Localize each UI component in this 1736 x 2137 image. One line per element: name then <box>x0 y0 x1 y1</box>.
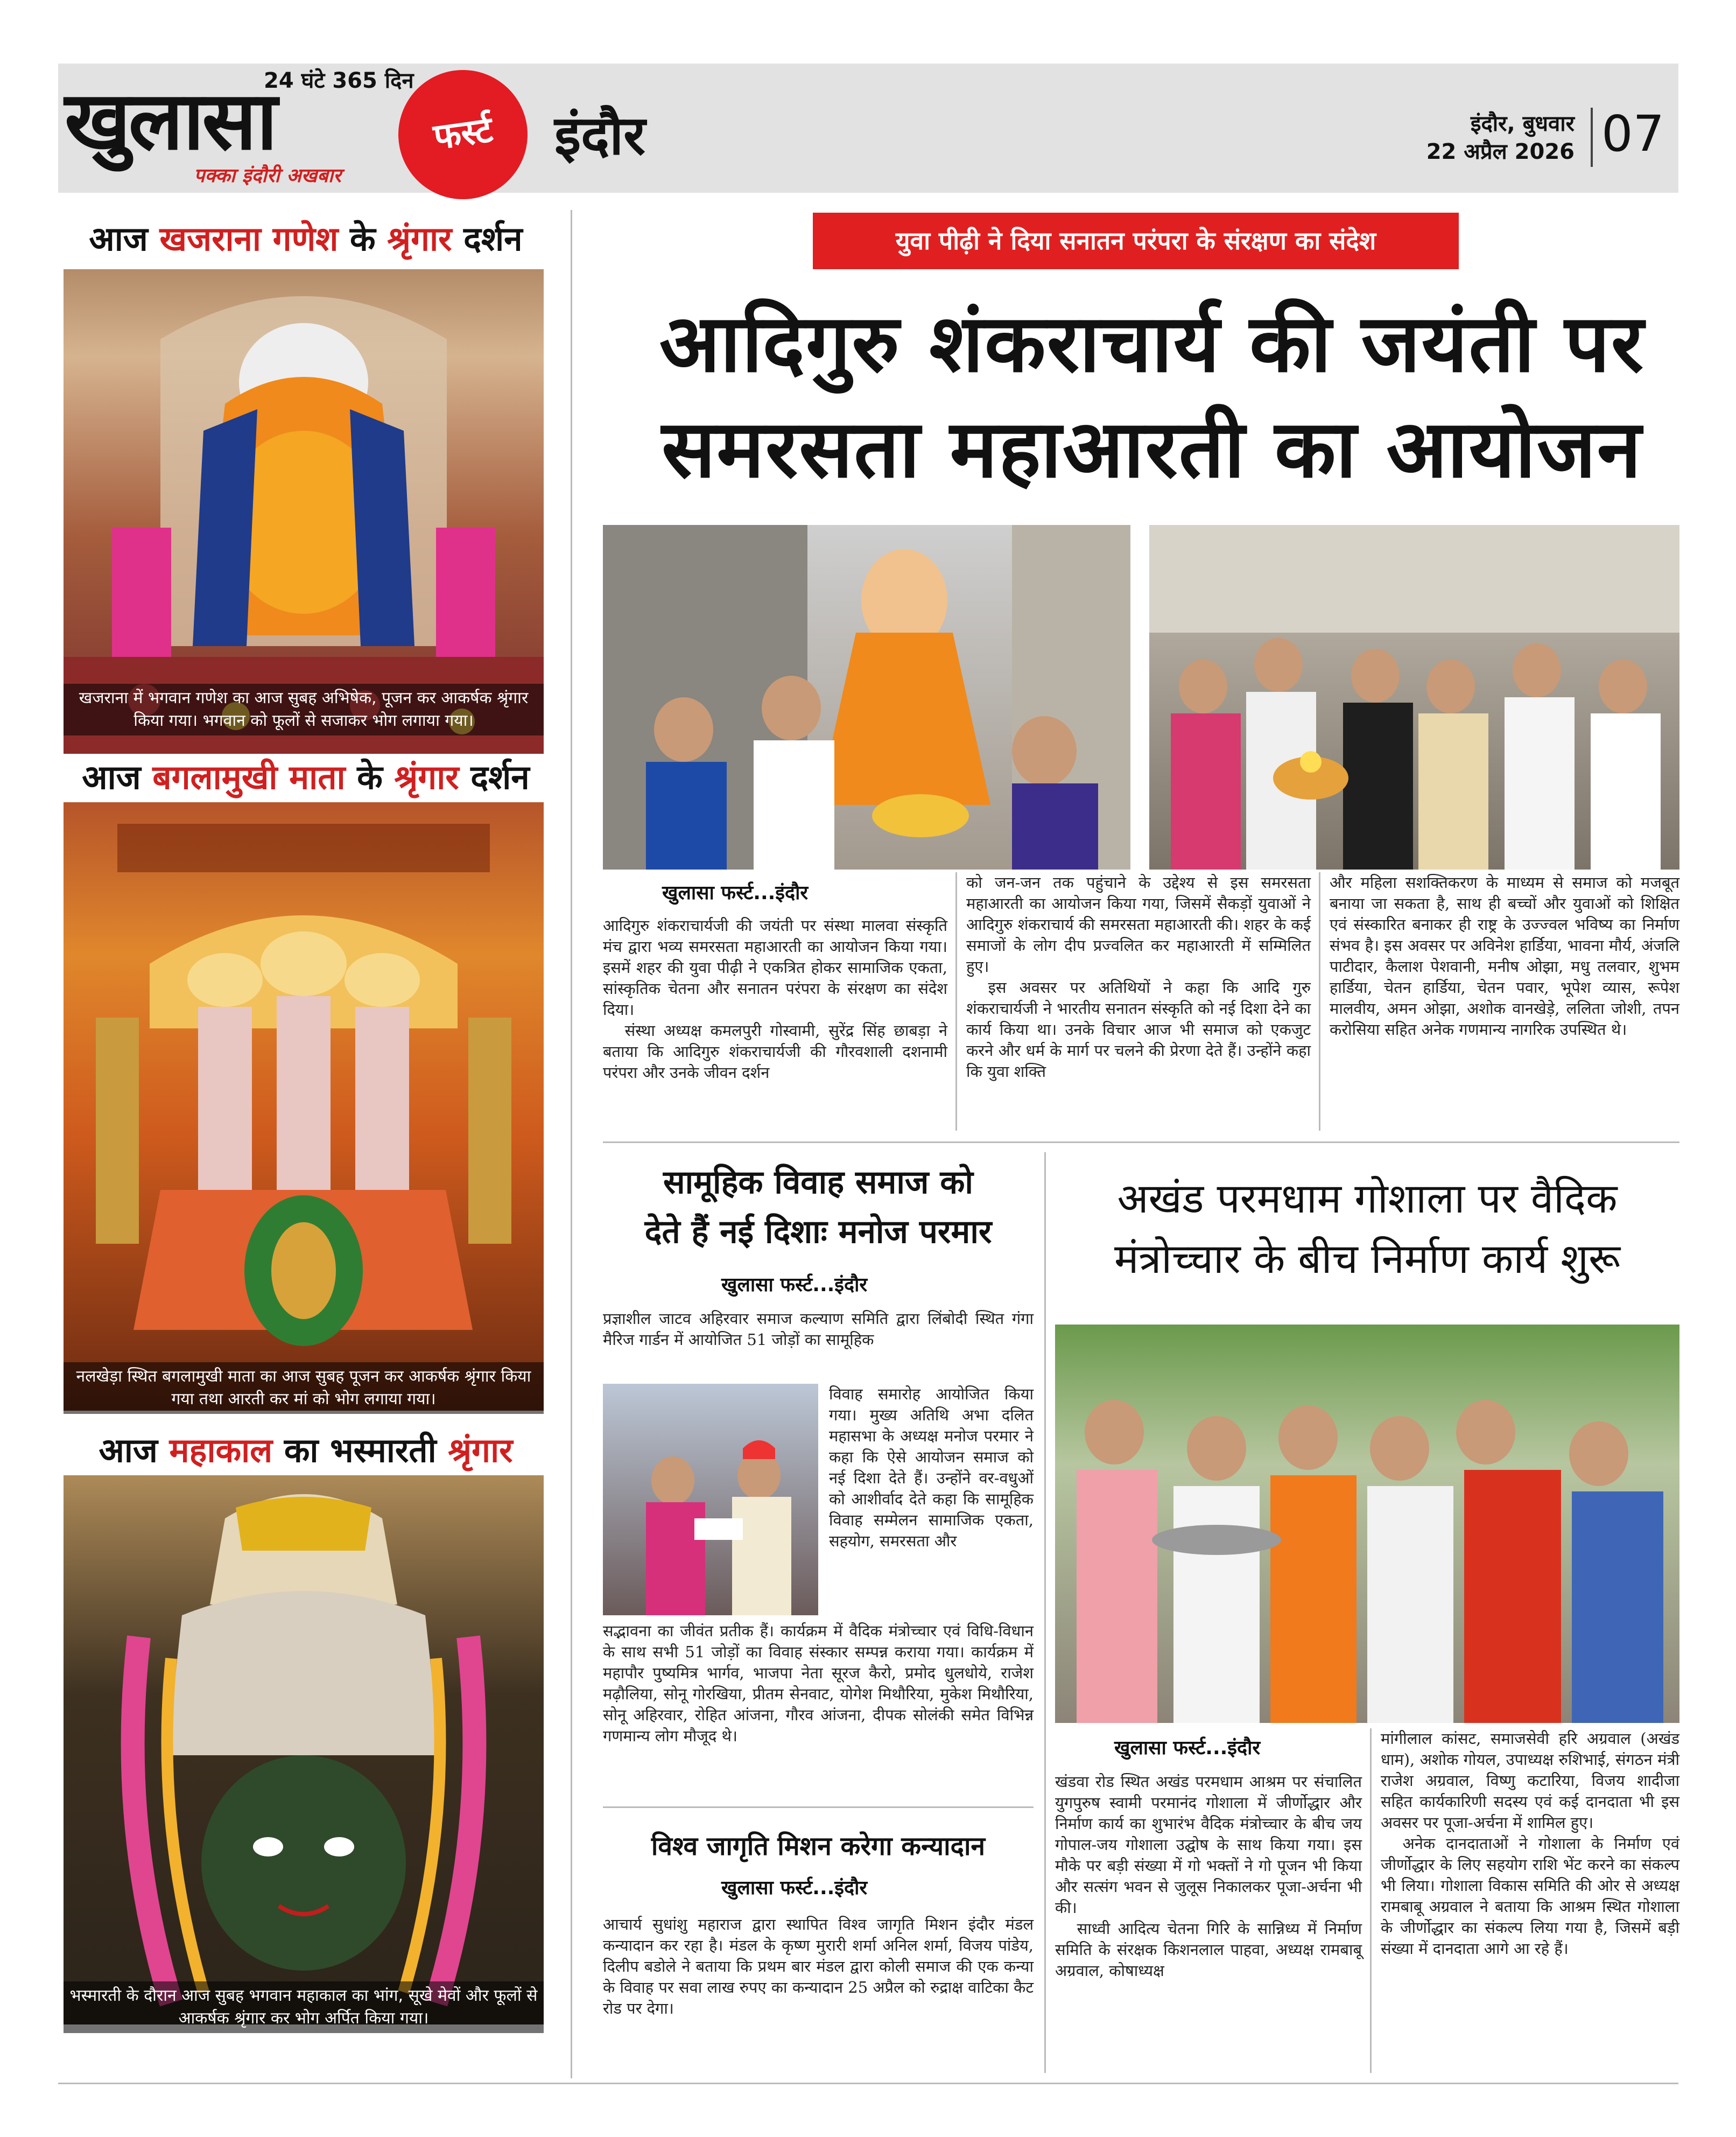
brand-subtitle: पक्का इंदौरी अखबार <box>194 165 341 187</box>
page-number-divider <box>1591 108 1593 167</box>
edition-city: इंदौर <box>554 104 645 167</box>
title-highlight: श्रृंगार <box>448 1431 513 1470</box>
goshala-article-col1 <box>1055 1771 1362 1981</box>
khajrana-idol-illustration <box>64 269 544 754</box>
vivah-photo <box>603 1384 818 1615</box>
khajrana-title <box>64 215 548 261</box>
paragraph: साध्वी आदित्य चेतना गिरि के सान्निध्य में निर्माण समिति के संरक्षक किशनलाल पाहवा, अध्यक्ष रामबाबू अग्रवाल, कोषाध्यक्ष <box>1055 1919 1362 1980</box>
title-highlight: महाकाल <box>169 1431 273 1470</box>
section-rule <box>603 1141 1679 1143</box>
goshala-headline <box>1055 1168 1679 1289</box>
vivah-headline-line2: देते हैं नई दिशाः मनोज परमार <box>644 1213 992 1251</box>
brand-name: खुलासा <box>65 74 276 168</box>
date-day: इंदौर, बुधवार <box>1470 111 1575 136</box>
paragraph: को जन-जन तक पहुंचाने के उद्देश्य से इस समरसता महाआरती का आयोजन किया गया, जिसमें सैकड़ों युवाओं ने आदिगुरु शंकराचार्य की समरसता महाआरती की। शहर के कई समाजों के लोग दीप प्रज्वलित कर महाआरती में सम्मिलित हुए। <box>966 873 1311 976</box>
mahakal-caption: भस्मारती के दौरान आज सुबह भगवान महाकाल का भांग, सूखे मेवों और फूलों से आकर्षक श्रृंगार कर भोग अर्पित किया गया। <box>64 1981 544 2033</box>
main-article-col2 <box>966 872 1311 1082</box>
column-rule <box>955 872 957 1131</box>
vivah-headline-line1: सामूहिक विवाह समाज को <box>663 1164 973 1201</box>
mahakal-photo <box>64 1475 544 2024</box>
main-kicker: युवा पीढ़ी ने दिया सनातन परंपरा के संरक्षण का संदेश <box>813 213 1459 269</box>
vivah-rest-text: सद्भावना का जीवंत प्रतीक हैं। कार्यक्रम में वैदिक मंत्रोच्चार एवं विधि-विधान के साथ सभी 51 जोड़ों का विवाह संस्कार सम्पन्न कराया गया। कार्यक्रम में महापौर पुष्यमित्र भार्गव, भाजपा नेता सूरज कैरो, प्रमोद धुलधोये, राजेश मढ़ौलिया, सोनू गोरखिया, प्रीतम सेनवाट, योगेश मिथौरिया, मुकेश मिथौरिया, सोनू अहिरवार, रोहित आंजना, गौरव आंजना, दीपक सोलंकी समेत विभिन्न गणमान्य लोग मौजूद थे। <box>603 1622 1034 1745</box>
brand-badge <box>398 70 528 199</box>
brand-tagline: 24 घंटे 365 दिन <box>264 68 414 93</box>
vivah-side-text: विवाह समारोह आयोजित किया गया। मुख्य अतिथि अभा दलित महासभा के अध्यक्ष मनोज परमार ने कहा कि ऐसे आयोजन समाज को नई दिशा देते हैं। उन्होंने वर-वधुओं को आशीर्वाद देते कहा कि सामूहिक विवाह सम्मेलन सामाजिक एकता, सहयोग, समरसता और <box>829 1385 1034 1550</box>
kanyadan-headline: विश्व जागृति मिशन करेगा कन्यादान <box>651 1831 986 1861</box>
goshala-article-col2 <box>1381 1728 1679 1959</box>
page-number: 07 <box>1601 105 1665 163</box>
main-headline-line1: आदिगुरु शंकराचार्य की जयंती पर <box>659 297 1645 390</box>
vivah-lead: प्रज्ञाशील जाटव अहिरवार समाज कल्याण समिति द्वारा लिंबोदी स्थित गंगा मैरिज गार्डन में आयोजित 51 जोड़ों का सामूहिक <box>603 1309 1034 1349</box>
title-text: दर्शन <box>459 758 530 797</box>
maha-aarti-crowd-illustration <box>1149 525 1679 870</box>
bottom-rule <box>58 2083 1678 2084</box>
title-text: दर्शन <box>452 219 523 258</box>
column-rule <box>1370 1728 1372 2073</box>
goshala-headline-line2: मंत्रोच्चार के बीच निर्माण कार्य शुरू <box>1114 1235 1621 1283</box>
vivah-headline <box>603 1158 1034 1257</box>
baglamukhi-caption: नलखेड़ा स्थित बगलामुखी माता का आज सुबह पूजन कर आकर्षक श्रृंगार किया गया तथा आरती कर मां को भोग लगाया गया। <box>64 1362 544 1414</box>
paragraph: खंडवा रोड स्थित अखंड परमधाम आश्रम पर संचालित युगपुरुष स्वामी परमानंद गोशाला में जीर्णोद्धार और निर्माण कार्य का शुभारंभ वैदिक मंत्रोच्चार के बीच जय गोपाल-जय गोशाला उद्घोष के साथ किया गया। इस मौके पर बड़ी संख्या में गो भक्तों ने गो पूजन भी किया और सत्संग भवन से जुलूस निकालकर पूजा-अर्चना भी की। <box>1055 1772 1362 1917</box>
title-highlight: बगलामुखी माता <box>152 758 346 797</box>
main-byline: खुलासा फर्स्ट...इंदौर <box>662 882 809 904</box>
column-divider <box>571 210 572 2078</box>
goshala-headline-line1: अखंड परमधाम गोशाला पर वैदिक <box>1117 1174 1618 1222</box>
paragraph: मांगीलाल कांसट, समाजसेवी हरि अग्रवाल (अखंड धाम), अशोक गोयल, उपाध्यक्ष रुशिभाई, संगठन मंत्री राजेश अग्रवाल, विष्णु कटारिया, विजय शादीजा सहित कार्यकारिणी सदस्य एवं कई दानदाता भी इस अवसर पर पूजा-अर्चना में शामिल हुए। <box>1381 1729 1679 1832</box>
goshala-byline: खुलासा फर्स्ट...इंदौर <box>1114 1737 1261 1759</box>
paragraph: संस्था अध्यक्ष कमलपुरी गोस्वामी, सुरेंद्र सिंह छाबड़ा ने बताया कि आदिगुरु शंकराचार्यजी की गौरवशाली दशनामी परंपरा और उनके जीवन दर्शन <box>603 1021 947 1082</box>
section-rule <box>603 1806 1034 1808</box>
baglamukhi-temple-illustration <box>64 802 544 1411</box>
column-rule <box>1319 872 1320 1131</box>
main-article-col3 <box>1330 872 1679 1040</box>
title-text: के <box>345 758 395 797</box>
main-headline-line2: समरसता महाआरती का आयोजन <box>662 403 1642 495</box>
main-photo-right <box>1149 525 1679 870</box>
title-text: आज <box>89 219 160 258</box>
paragraph: अनेक दानदाताओं ने गोशाला के निर्माण एवं जीर्णोद्धार के लिए सहयोग राशि भेंट करने का संकल्प भी लिया। गोशाला विकास समिति की ओर से अध्यक्ष रामबाबू अग्रवाल ने बताया कि आश्रम स्थित गोशाला के जीर्णोद्धार का संकल्प लिया गया है, जिसमें बड़ी संख्या में दानदाता आगे आ रहे हैं। <box>1381 1834 1679 1958</box>
paragraph: आचार्य सुधांशु महाराज द्वारा स्थापित विश्व जागृति मिशन इंदौर मंडल कन्यादान कर रहा है। मंडल के कृष्ण मुरारी शर्मा अनिल शर्मा, विजय पांडेय, दिलीप बडोले ने बताया कि प्रथम बार मंडल द्वारा कोली समाज की एक कन्या के विवाह पर सवा लाख रुपए का कन्यादान 25 अप्रैल को रुद्राक्ष वाटिका कैट रोड पर देगा। <box>603 1915 1034 2017</box>
main-photo-left <box>603 525 1130 870</box>
baglamukhi-mata-photo <box>64 802 544 1411</box>
column-rule <box>1044 1152 1046 2073</box>
main-headline <box>603 291 1701 502</box>
vivah-couple-illustration <box>603 1384 818 1615</box>
mahakal-shringar-illustration <box>64 1475 544 2024</box>
title-text: आज <box>82 758 153 797</box>
baglamukhi-title <box>64 754 548 799</box>
brand-badge-text: फर्स्ट <box>431 108 496 158</box>
paragraph: इस अवसर पर अतिथियों ने कहा कि आदि गुरु शंकराचार्यजी ने भारतीय सनातन संस्कृति को नई दिशा देने का कार्य किया था। उनके विचार आज भी समाज को एकजुट करने और धर्म के मार्ग पर चलने की प्रेरणा देते हैं। उन्होंने कहा कि युवा शक्ति <box>966 978 1311 1081</box>
khajrana-ganesh-photo <box>64 269 544 754</box>
title-highlight: श्रृंगार <box>394 758 459 797</box>
vivah-byline: खुलासा फर्स्ट...इंदौर <box>721 1274 868 1296</box>
paragraph: आदिगुरु शंकराचार्यजी की जयंती पर संस्था मालवा संस्कृति मंच द्वारा भव्य समरसता महाआरती का आयोजन किया गया। इसमें शहर की युवा पीढ़ी ने एकत्रित होकर सामाजिक एकता, सांस्कृतिक चेतना और सनातन परंपरा के संरक्षण का संदेश दिया। <box>603 916 947 1019</box>
kanyadan-body <box>603 1914 1034 2019</box>
kanyadan-byline: खुलासा फर्स्ट...इंदौर <box>721 1877 868 1899</box>
title-text: के <box>338 219 388 258</box>
title-highlight: खजराना गणेश <box>159 219 339 258</box>
main-article-col1 <box>603 915 947 1083</box>
khajrana-caption: खजराना में भगवान गणेश का आज सुबह अभिषेक, पूजन कर आकर्षक श्रृंगार किया गया। भगवान को फूलों से सजाकर भोग लगाया गया। <box>64 684 544 735</box>
paragraph: और महिला सशक्तिकरण के माध्यम से समाज को मजबूत बनाया जा सकता है, साथ ही बच्चों और युवाओं को शिक्षित एवं संस्कारित बनाकर ही राष्ट्र के उज्ज्वल भविष्य का निर्माण संभव है। इस अवसर पर अविनेश हार्डिया, भावना मौर्य, अंजलि पाटीदार, कैलाश पेशवानी, मनीष ओझा, मधु तलवार, शुभम हार्डिया, चेतन हार्डिया, चेतन पवार, भूपेश व्यास, रूपेश मालवीय, अमन ओझा, अशोक वानखेड़े, ललिता जोशी, तपन करोसिया सहित अनेक गणमान्य नागरिक उपस्थित थे। <box>1330 873 1679 1039</box>
shankaracharya-statue-illustration <box>603 525 1130 870</box>
goshala-photo <box>1055 1325 1679 1723</box>
date-full: 22 अप्रैल 2026 <box>1426 139 1575 164</box>
goshala-bhoomi-pujan-illustration <box>1055 1325 1679 1723</box>
title-text: आज <box>99 1431 170 1470</box>
title-highlight: श्रृंगार <box>387 219 452 258</box>
title-text: का भस्मारती <box>272 1431 448 1470</box>
